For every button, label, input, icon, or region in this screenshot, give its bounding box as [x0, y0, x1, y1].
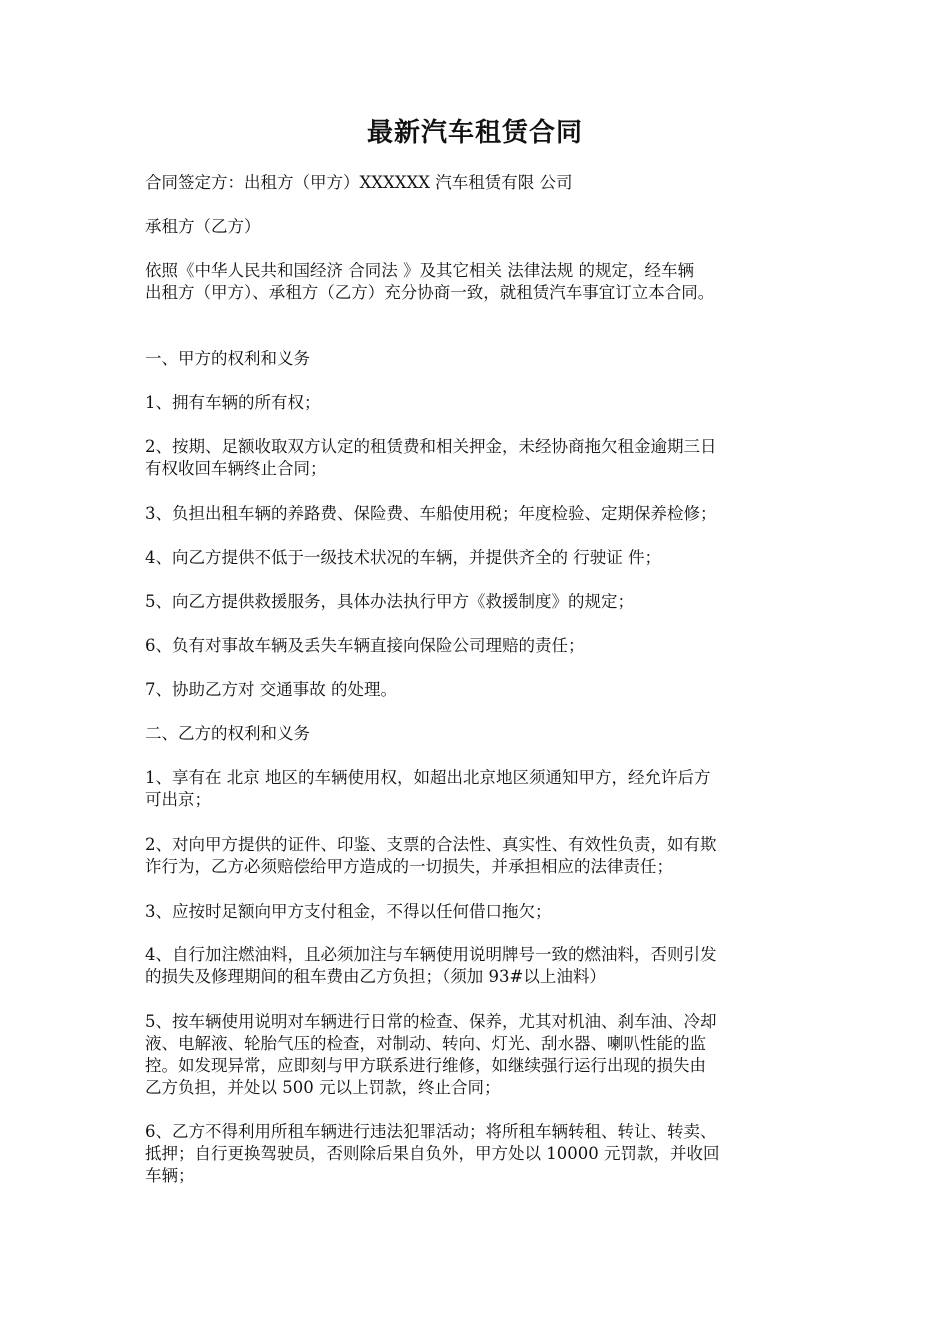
document-title: 最新汽车租赁合同	[366, 118, 583, 148]
text-line: 2、按期、足额收取双方认定的租赁费和相关押金，未经协商拖欠租金逾期三日	[145, 437, 717, 456]
clause-b6	[145, 1121, 810, 1187]
text-line: 5、按车辆使用说明对车辆进行日常的检查、保养，尤其对机油、刹车油、冷却	[145, 1012, 717, 1031]
section-heading-party-b	[145, 723, 810, 745]
clause-b5	[145, 1011, 810, 1099]
text-line: 承租方（乙方）	[145, 217, 261, 236]
clause-b1	[145, 767, 810, 811]
text-line: 的损失及修理期间的租车费由乙方负担；（须加 93#以上油料）	[145, 967, 606, 986]
text-line: 5、向乙方提供救援服务，具体办法执行甲方《救援制度》的规定；	[145, 592, 634, 611]
clause-a1	[145, 392, 810, 414]
text-line: 出租方（甲方）、承租方（乙方）充分协商一致，就租赁汽车事宜订立本合同。	[145, 283, 715, 302]
text-line: 抵押；自行更换驾驶员，否则除后果自负外，甲方处以 10000 元罚款，并收回	[145, 1144, 720, 1163]
text-line: 4、向乙方提供不低于一级技术状况的车辆，并提供齐全的 行驶证 件；	[145, 548, 661, 567]
text-line: 合同签定方：出租方（甲方）XXXXXX 汽车租赁有限 公司	[145, 173, 573, 192]
text-line: 可出京；	[145, 790, 211, 809]
text-line: 乙方负担，并处以 500 元以上罚款，终止合同；	[145, 1078, 501, 1097]
section-heading-party-a	[145, 348, 810, 370]
text-line: 2、对向甲方提供的证件、印鉴、支票的合法性、真实性、有效性负责，如有欺	[145, 835, 717, 854]
text-line: 6、乙方不得利用所租车辆进行违法犯罪活动；将所租车辆转租、转让、转卖、	[145, 1122, 717, 1141]
text-line: 有权收回车辆终止合同；	[145, 459, 327, 478]
text-line: 诈行为，乙方必须赔偿给甲方造成的一切损失，并承担相应的法律责任；	[145, 857, 673, 876]
paragraph-lessee	[145, 216, 810, 238]
text-line: 控。如发现异常，应即刻与甲方联系进行维修，如继续强行运行出现的损失由	[145, 1056, 706, 1075]
clause-a5	[145, 591, 810, 613]
clause-a2	[145, 436, 810, 480]
text-line: 6、负有对事故车辆及丢失车辆直接向保险公司理赔的责任；	[145, 636, 585, 655]
clause-a3	[145, 503, 810, 525]
clause-b2	[145, 834, 810, 878]
text-line: 1、拥有车辆的所有权；	[145, 393, 321, 412]
text-line: 7、协助乙方对 交通事故 的处理。	[145, 680, 397, 699]
text-line: 二、乙方的权利和义务	[145, 724, 310, 743]
paragraph-preamble	[145, 260, 810, 304]
clause-b4	[145, 944, 810, 988]
text-line: 1、享有在 北京 地区的车辆使用权，如超出北京地区须通知甲方，经允许后方	[145, 768, 711, 787]
text-line: 4、自行加注燃油料，且必须加注与车辆使用说明牌号一致的燃油料，否则引发	[145, 945, 717, 964]
text-line: 一、甲方的权利和义务	[145, 349, 310, 368]
text-line: 3、应按时足额向甲方支付租金，不得以任何借口拖欠；	[145, 902, 552, 921]
clause-b3	[145, 901, 810, 923]
clause-a6	[145, 635, 810, 657]
clause-a4	[145, 547, 810, 569]
paragraph-contract-parties	[145, 172, 810, 194]
text-line: 液、电解液、轮胎气压的检查，对制动、转向、灯光、刮水器、喇叭性能的监	[145, 1034, 706, 1053]
clause-a7	[145, 679, 810, 701]
text-line: 依照《中华人民共和国经济 合同法 》及其它相关 法律法规 的规定，经车辆	[145, 261, 694, 280]
text-line: 车辆；	[145, 1166, 195, 1185]
text-line: 3、负担出租车辆的养路费、保险费、车船使用税；年度检验、定期保养检修；	[145, 504, 717, 523]
